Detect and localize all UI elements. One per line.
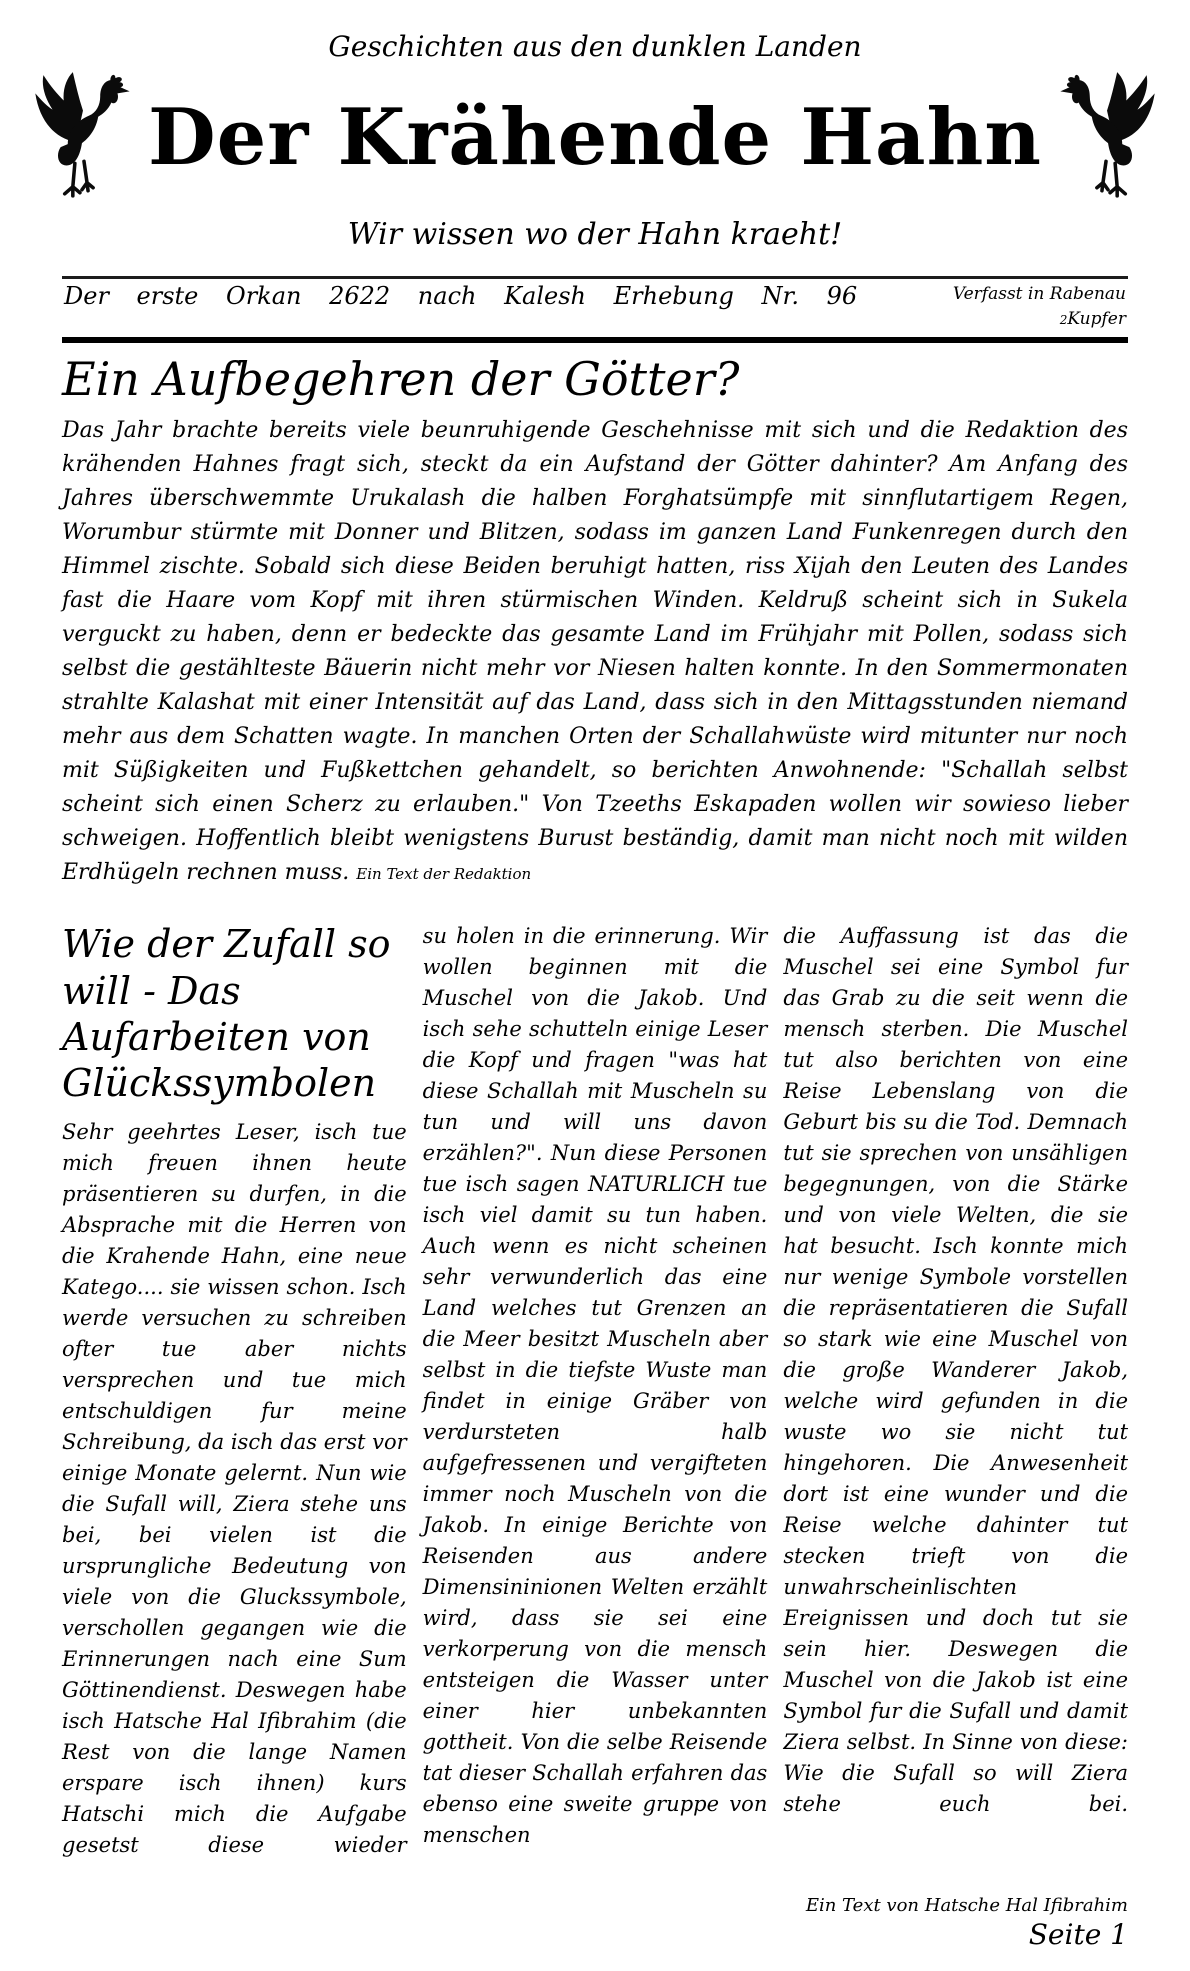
origin-line: Verfasst in Rabenau (952, 284, 1126, 304)
article-goetter-body (62, 414, 1128, 891)
article-zufall-column-2-text: su holen in die erinnerung. Wir wollen beginnen mit die Muschel von die Jakob. Und isch sehe schutteln einige Leser die Kopf und fragen "was hat diese Schallah mit Muscheln su tun und will uns davon erzählen?". Nun diese Personen tue isch sagen NATURLICH tue isch viel damit su tun haben. Auch wenn es nicht scheinen sehr verwunderlich das eine Land welches tut Grenzen an die Meer besitzt Muscheln aber selbst in die tiefste Wuste man findet in einige Gräber von verdursteten halb aufgefressenen und vergifteten immer noch Muscheln von die Jakob. In einige Berichte von Reisenden aus andere Dimensininionen Welten erzählt wird, dass sie sei eine verkorperung von die mensch entsteigen die Wasser unter einer hier unbekannten gottheit. Von die selbe Reisende tat dieser Schallah erfahren das ebenso eine sweite gruppe von menschen (422, 924, 768, 1848)
dateline-bar (62, 276, 1128, 343)
price-unit: Kupfer (1067, 308, 1126, 329)
price-line (953, 307, 1126, 332)
article-zufall-column-2 (423, 921, 768, 1860)
newspaper-title: Der Krähende Hahn (148, 92, 1042, 184)
masthead-subtitle: Wir wissen wo der Hahn kraeht! (347, 217, 843, 252)
masthead-tagline: Geschichten aus den dunklen Landen (328, 30, 862, 63)
price-amount: 2 (1059, 312, 1068, 327)
article-zufall-column-1-text: Sehr geehrtes Leser, isch tue mich freuen ihnen heute präsentieren su durfen, in die Absprache mit die Herren von die Krahende Hahn, eine neue Katego.... sie wissen schon. Isch werde versuchen zu schreiben ofter tue aber nichts versprechen und tue mich entschuldigen fur meine Schreibung, da isch das erst vor einige Monate gelernt. Nun wie die Sufall will, Ziera stehe uns bei, bei vielen ist die ursprungliche Bedeutung von viele von die Gluckssymbole, verschollen gegangen wie die Erinnerungen nach eine Sum Göttinendienst. Deswegen habe isch Hatsche Hal Ifibrahim (die Rest von die lange Namen erspare isch ihnen) kurs Hatschi mich die Aufgabe gesetst diese wieder (62, 1119, 407, 1857)
page-number: Seite 1 (1028, 1917, 1128, 1951)
publication-origin (953, 282, 1126, 331)
article-zufall-column-3 (783, 921, 1128, 1860)
article-zufall-headline: Wie der Zufall so will - Das Aufarbeiten von Glückssymbolen (62, 922, 391, 1106)
article-zufall (62, 921, 1128, 1860)
rooster-left-icon (26, 67, 144, 209)
article-goetter-byline: Ein Text der Redaktion (356, 865, 532, 884)
article-zufall-column-3-text: die Auffassung ist das die Muschel sei eine Symbol fur das Grab zu die seit wenn die mensch sterben. Die Muschel tut also berichten von eine Reise Lebenslang von die Geburt bis su die Tod. Demnach tut sie sprechen von unsähligen begegnungen, von die Stärke und von viele Welten, die sie hat besucht. Isch konnte mich nur wenige Symbole vorstellen die repräsentatieren die Sufall so stark wie eine Muschel von die große Wanderer Jakob, welche wird gefunden in die wuste wo sie nicht tut hingehoren. Die Anwesenheit dort ist eine wunder und die Reise welche dahinter tut stecken trieft von die unwahrscheinlischten Ereignissen und doch tut sie sein hier. Deswegen die Muschel von die Jakob ist eine Symbol fur die Sufall und damit Ziera selbst. In Sinne von diese: Wie die Sufall so will Ziera stehe euch bei. (783, 924, 1129, 1817)
newspaper-page (0, 30, 1190, 1971)
article-goetter (62, 353, 1128, 891)
issue-info: Der erste Orkan 2622 nach Kalesh Erhebung Nr. 96 (64, 282, 858, 310)
article-zufall-column-1 (62, 921, 407, 1860)
article-goetter-headline: Ein Aufbegehren der Götter? (62, 352, 740, 407)
page-footer (62, 1895, 1128, 1951)
rooster-right-icon (1046, 67, 1164, 209)
masthead (62, 67, 1128, 209)
article-goetter-text: Das Jahr brachte bereits viele beunruhigende Geschehnisse mit sich und die Redaktion des krähenden Hahnes fragt sich, steckt da ein Aufstand der Götter dahinter? Am Anfang des Jahres überschwemmte Urukalash die halben Forghatsümpfe mit sinnflutartigem Regen, Worumbur stürmte mit Donner und Blitzen, sodass im ganzen Land Funkenregen durch den Himmel zischte. Sobald sich diese Beiden beruhigt hatten, riss Xijah den Leuten des Landes fast die Haare vom Kopf mit ihren stürmischen Winden. Keldruß scheint sich in Sukela verguckt zu haben, denn er bedeckte das gesamte Land im Frühjahr mit Pollen, sodass sich selbst die gestählteste Bäuerin nicht mehr vor Niesen halten konnte. In den Sommermonaten strahlte Kalashat mit einer Intensität auf das Land, dass sich in den Mittagsstunden niemand mehr aus dem Schatten wagte. In manchen Orten der Schallahwüste wird mitunter nur noch mit Süßigkeiten und Fußkettchen gehandelt, so berichten Anwohnende: "Schallah selbst scheint sich einen Scherz zu erlauben." Von Tzeeths Eskapaden wollen wir sowieso lieber schweigen. Hoffentlich bleibt wenigstens Burust beständig, damit man nicht noch mit wilden Erdhügeln rechnen muss. (62, 418, 1128, 886)
footer-byline: Ein Text von Hatsche Hal Ifibrahim (805, 1894, 1128, 1916)
